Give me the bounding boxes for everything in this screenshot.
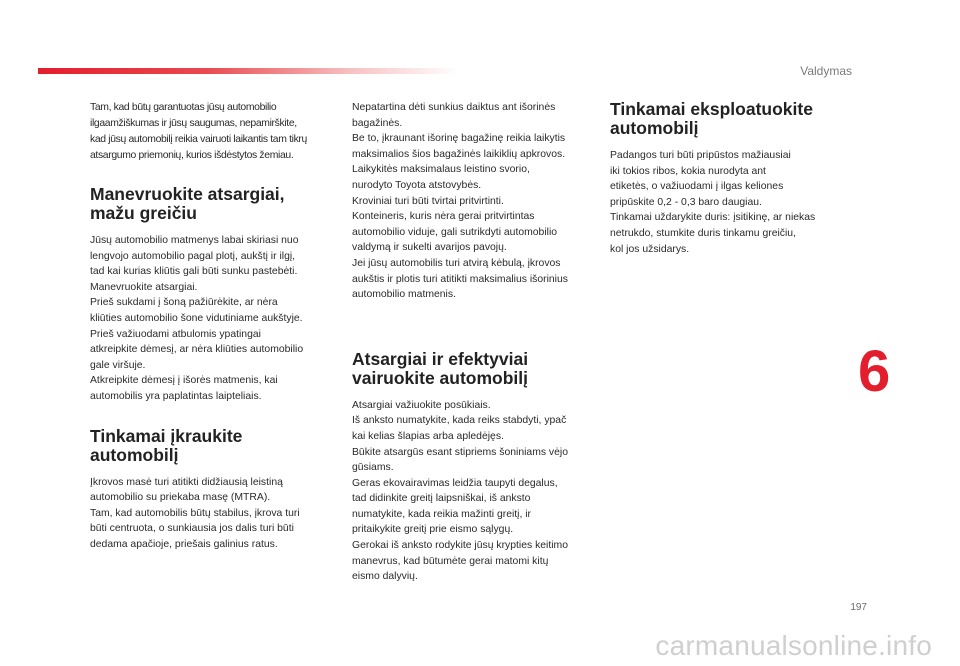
header-accent-bar <box>38 68 458 74</box>
heading-manevruokite: Manevruokite atsargiai, mažu greičiu <box>90 184 285 223</box>
heading-vairuokite: Atsargiai ir efektyviai vairuokite automobilį <box>352 348 529 388</box>
section-title: Valdymas <box>800 64 852 78</box>
watermark-text: carmanualsonline.info <box>655 630 932 661</box>
column-middle <box>352 100 592 585</box>
heading-ikraukite: Tinkamai įkraukite automobilį <box>90 425 243 465</box>
paragraph-vairuokite: Atsargiai važiuokite posūkiais. Iš anksto numatykite, kada reiks stabdyti, ypač kai kelias šlapias arba apledėjęs. Būkite atsargūs esant stipriems šoniniams vėjo gūsiams. Geras ekovairavimas leidžia taupyti degalus, tad didinkite greitį laipsniškai, iš anksto numatykite, kada reikia mažinti greitį, ir pritaikykite greitį prie eismo sąlygų. Gerokai iš anksto rodykite jūsų krypties keitimo manevrus, kad būtumėte gerai matomi kitų eismo dalyvių. <box>352 399 568 583</box>
heading-eksploatuokite: Tinkamai eksploatuokite automobilį <box>610 99 813 138</box>
paragraph-manevruokite: Jūsų automobilio matmenys labai skiriasi nuo lengvojo automobilio pagal plotį, aukštį ir ilgį, tad kai kurias kliūtis gali būti sunku pastebėti. Manevruokite atsargiai. Prieš sukdami į šoną pažiūrėkite, ar nėra kliūties automobilio šone vidutiniame aukštyje. Prieš važiuodami atbulomis ypatingai atkreipkite dėmesį, ar nėra kliūties automobilio gale viršuje. Atkreipkite dėmesį į išorės matmenis, kai automobilis yra paplatintas laipteliais. <box>90 235 304 402</box>
column-right <box>610 100 850 257</box>
paragraph-bagazine: Nepatartina dėti sunkius daiktus ant išorinės bagažinės. Be to, įkraunant išorinę bagažinę reikia laikytis maksimalios šios bagažinės laikiklių apkrovos. Laikykitės maksimalaus leistino svorio, nurodyto Toyota atstovybės. Kroviniai turi būti tvirtai pritvirtinti. Konteineris, kuris nėra gerai pritvirtintas automobilio viduje, gali sutrikdyti automobilio valdymą ir sukelti avarijos pavojų. Jei jūsų automobilis turi atvirą kėbulą, įkrovos aukštis ir plotis turi atitikti maksimalius išorinius automobilio matmenis. <box>352 102 568 301</box>
intro-paragraph: Tam, kad būtų garantuotas jūsų automobilio ilgaamžiškumas ir jūsų saugumas, nepamirškite, kad jūsų automobilį reikia vairuoti laikantis tam tikrų atsargumo priemonių, kurios išdėstytos žemiau. <box>90 102 307 161</box>
paragraph-eksploatuokite: Padangos turi būti pripūstos mažiausiai iki tokios ribos, kokia nurodyta ant etiketės, o važiuodami į ilgas keliones pripūskite 0,2 - 0,3 baro daugiau. Tinkamai uždarykite duris: įsitikinę, ar niekas netrukdo, stumkite duris tinkamu greičiu, kol jos užsidarys. <box>610 150 816 255</box>
column-left <box>90 100 330 553</box>
chapter-number: 6 <box>858 339 891 404</box>
page-number: 197 <box>850 602 867 613</box>
paragraph-ikraukite: Įkrovos masė turi atitikti didžiausią leistiną automobilio su priekaba masę (MTRA). Tam, kad automobilis būtų stabilus, įkrova turi būti centruota, o sunkiausia jos dalis turi būti dedama apačioje, priešais galinius ratus. <box>90 476 300 550</box>
